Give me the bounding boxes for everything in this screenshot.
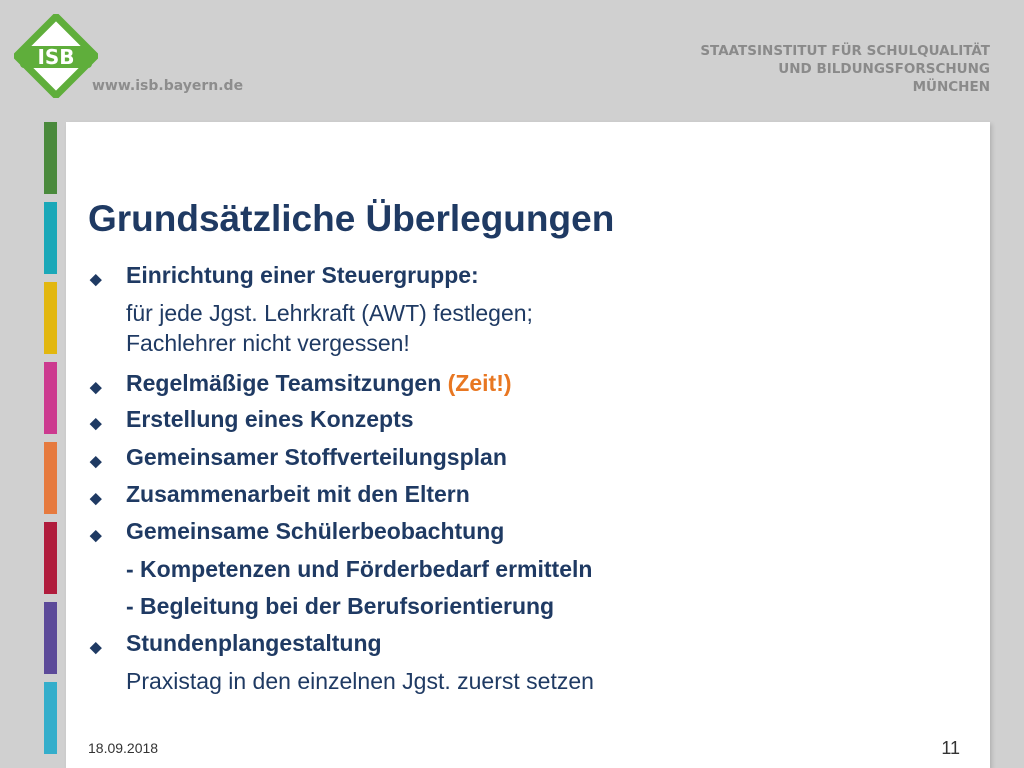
page-number: 11 bbox=[941, 738, 960, 758]
color-stripes bbox=[44, 122, 57, 762]
bullet-item bbox=[90, 630, 970, 657]
diamond-bullet-icon: ◆ bbox=[90, 453, 102, 470]
sub-item bbox=[90, 300, 970, 327]
bullet-item bbox=[90, 481, 970, 508]
sub-item bbox=[90, 556, 970, 583]
website-url: www.isb.bayern.de bbox=[92, 78, 244, 94]
item-text: Einrichtung einer Steuergruppe: bbox=[126, 262, 479, 288]
institute-line: UND BILDUNGSFORSCHUNG bbox=[778, 61, 990, 77]
slide-header bbox=[0, 0, 1024, 122]
color-stripe bbox=[44, 602, 57, 674]
bullet-item bbox=[90, 444, 970, 471]
diamond-bullet-icon: ◆ bbox=[90, 271, 102, 288]
item-text: Stundenplangestaltung bbox=[126, 630, 382, 656]
time-note: (Zeit!) bbox=[447, 370, 512, 396]
diamond-bullet-icon: ◆ bbox=[90, 639, 102, 656]
item-text: Regelmäßige Teamsitzungen bbox=[126, 370, 448, 396]
item-text: Praxistag in den einzelnen Jgst. zuerst setzen bbox=[126, 668, 594, 694]
sub-item bbox=[90, 668, 970, 695]
color-stripe bbox=[44, 522, 57, 594]
bullet-item bbox=[90, 262, 970, 289]
bullet-item bbox=[90, 518, 970, 545]
institute-line: MÜNCHEN bbox=[912, 79, 990, 95]
item-text: Gemeinsame Schülerbeobachtung bbox=[126, 518, 505, 544]
bullet-item bbox=[90, 406, 970, 433]
logo-text: ISB bbox=[37, 45, 75, 69]
isb-logo bbox=[14, 14, 98, 98]
item-text: Gemeinsamer Stoffverteilungsplan bbox=[126, 444, 507, 470]
institute-line: STAATSINSTITUT FÜR SCHULQUALITÄT bbox=[700, 43, 990, 59]
color-stripe bbox=[44, 362, 57, 434]
diamond-bullet-icon: ◆ bbox=[90, 415, 102, 432]
diamond-bullet-icon: ◆ bbox=[90, 527, 102, 544]
item-text: - Begleitung bei der Berufsorientierung bbox=[126, 593, 555, 619]
slide-date: 18.09.2018 bbox=[88, 740, 159, 756]
institute-name bbox=[700, 42, 990, 96]
item-text: Fachlehrer nicht vergessen! bbox=[126, 330, 410, 356]
item-text: für jede Jgst. Lehrkraft (AWT) festlegen; bbox=[126, 300, 533, 326]
item-text: Zusammenarbeit mit den Eltern bbox=[126, 481, 470, 507]
diamond-bullet-icon: ◆ bbox=[90, 379, 102, 396]
color-stripe bbox=[44, 282, 57, 354]
bullet-item bbox=[90, 370, 970, 397]
sub-item bbox=[90, 593, 970, 620]
slide-title: Grundsätzliche Überlegungen bbox=[88, 198, 615, 239]
color-stripe bbox=[44, 122, 57, 194]
slide-content bbox=[66, 122, 990, 768]
color-stripe bbox=[44, 202, 57, 274]
item-text: - Kompetenzen und Förderbedarf ermitteln bbox=[126, 556, 593, 582]
item-text: Erstellung eines Konzepts bbox=[126, 406, 414, 432]
color-stripe bbox=[44, 682, 57, 754]
color-stripe bbox=[44, 442, 57, 514]
diamond-bullet-icon: ◆ bbox=[90, 490, 102, 507]
sub-item bbox=[90, 330, 970, 357]
